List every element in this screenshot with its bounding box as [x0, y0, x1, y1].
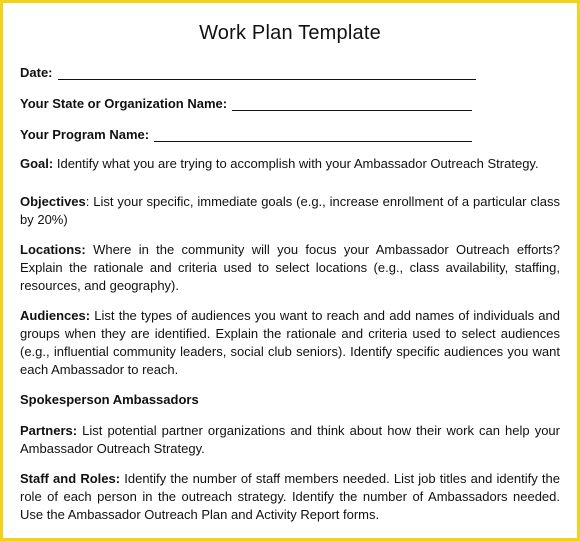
objectives-section — [20, 193, 560, 229]
organization-name-blank-line — [232, 98, 472, 111]
program-name-label: Your Program Name: — [20, 127, 150, 142]
goal-section — [20, 155, 560, 173]
organization-name-label: Your State or Organization Name: — [20, 96, 228, 111]
partners-heading: Partners: — [20, 423, 78, 438]
audiences-text: List the types of audiences you want to reach and add names of individuals and groups when they are identified. Explain the rationale and criteria used to select audiences (e.g., influential community leaders, social club seniors). Identify specific audiences you want each Ambassador to reach. — [20, 308, 560, 377]
date-field — [20, 65, 476, 80]
staff-text: Identify the number of staff members needed. List job titles and identify the role of each person in the outreach strategy. Identify the number of Ambassadors needed. Use the Ambassador Outreach Plan and Activity Report forms. — [20, 471, 560, 522]
goal-heading: Goal: — [20, 156, 54, 171]
document-title: Work Plan Template — [199, 22, 381, 44]
audiences-section — [20, 307, 560, 379]
program-name-field — [20, 127, 472, 142]
locations-heading: Locations: — [20, 242, 86, 257]
staff-heading: Staff and Roles: — [20, 471, 121, 486]
staff-section — [20, 470, 560, 524]
objectives-heading: Objectives — [20, 194, 86, 209]
spokesperson-heading: Spokesperson Ambassadors — [20, 392, 199, 407]
date-blank-line — [58, 67, 476, 80]
audiences-heading: Audiences: — [20, 308, 91, 323]
program-name-blank-line — [154, 129, 472, 142]
partners-section — [20, 422, 560, 458]
goal-text: Identify what you are trying to accomplish with your Ambassador Outreach Strategy. — [56, 156, 539, 171]
objectives-text: : List your specific, immediate goals (e.g., increase enrollment of a particular class by 20%) — [20, 194, 560, 227]
partners-text: List potential partner organizations and think about how their work can help your Ambassador Outreach Strategy. — [20, 423, 560, 456]
organization-name-field — [20, 96, 472, 111]
locations-section — [20, 241, 560, 295]
date-label: Date: — [20, 65, 53, 80]
locations-text: Where in the community will you focus your Ambassador Outreach efforts? Explain the rationale and criteria used to select locations (e.g., class availability, staffing, resources, and geography). — [20, 242, 560, 293]
